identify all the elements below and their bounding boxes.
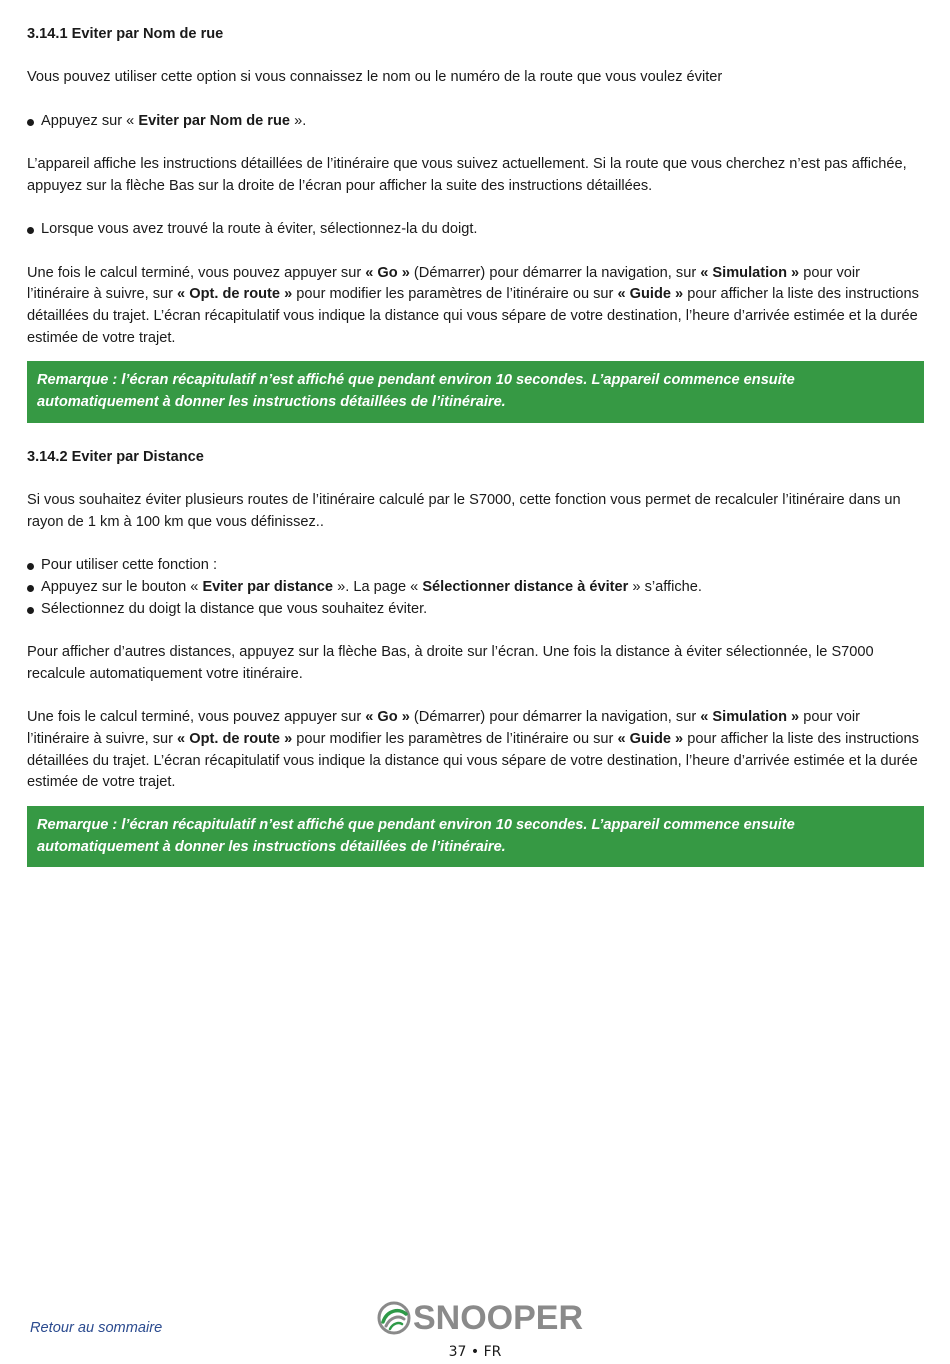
bullet-item: Pour utiliser cette fonction : [27, 555, 924, 577]
section-heading-distance: 3.14.2 Eviter par Distance [27, 448, 204, 465]
bullet-item: Appuyez sur le bouton « Eviter par distance ». La page « Sélectionner distance à éviter » s’affiche. [27, 577, 924, 599]
remark-box: Remarque : l’écran récapitulatif n’est affiché que pendant environ 10 secondes. L’appareil commence ensuite automatiquement à donner les instructions détaillées de l’itinéraire. [27, 361, 924, 422]
bullet-item: Appuyez sur « Eviter par Nom de rue ». [27, 111, 924, 133]
bullet-item: Lorsque vous avez trouvé la route à éviter, sélectionnez-la du doigt. [27, 219, 924, 241]
body-paragraph: Pour afficher d’autres distances, appuyez sur la flèche Bas, à droite sur l’écran. Une fois la distance à éviter sélectionnée, le S7000 recalcule automatiquement votre itinéraire. [27, 644, 874, 682]
calc-paragraph: Une fois le calcul terminé, vous pouvez appuyer sur « Go » (Démarrer) pour démarrer la navigation, sur « Simulation » pour voir l’itinéraire à suivre, sur « Opt. de route » pour modifier les paramètres de l’itinéraire ou sur « Guide » pour afficher la liste des instructions détaillées du trajet. L’écran récapitulatif vous indique la distance qui vous sépare de votre destination, l’heure d’arrivée estimée et la durée estimée de votre trajet. [27, 709, 919, 791]
back-to-contents-link[interactable]: Retour au sommaire [30, 1320, 163, 1336]
body-paragraph: L’appareil affiche les instructions détaillées de l’itinéraire que vous suivez actuellement. Si la route que vous cherchez n’est pas affichée, appuyez sur la flèche Bas sur la droite de l’écran pour afficher la suite des instructions détaillées. [27, 156, 907, 194]
intro-paragraph: Si vous souhaitez éviter plusieurs routes de l’itinéraire calculé par le S7000, cette fonction vous permet de recalculer l’itinéraire dans un rayon de 1 km à 100 km que vous définissez.. [27, 492, 901, 530]
calc-paragraph: Une fois le calcul terminé, vous pouvez appuyer sur « Go » (Démarrer) pour démarrer la navigation, sur « Simulation » pour voir l’itinéraire à suivre, sur « Opt. de route » pour modifier les paramètres de l’itinéraire ou sur « Guide » pour afficher la liste des instructions détaillées du trajet. L’écran récapitulatif vous indique la distance qui vous sépare de votre destination, l’heure d’arrivée estimée et la durée estimée de votre trajet. [27, 264, 919, 346]
page-number: 37 • FR [448, 1344, 502, 1360]
remark-box: Remarque : l’écran récapitulatif n’est affiché que pendant environ 10 secondes. L’appareil commence ensuite automatiquement à donner les instructions détaillées de l’itinéraire. [27, 806, 924, 867]
snooper-logo [377, 1298, 584, 1338]
logo-wordmark: SNOOPER [413, 1299, 584, 1337]
snooper-swirl-icon [377, 1300, 411, 1336]
section-heading-street: 3.14.1 Eviter par Nom de rue [27, 26, 224, 42]
page-content [27, 24, 924, 867]
intro-paragraph: Vous pouvez utiliser cette option si vous connaissez le nom ou le numéro de la route que vous voulez éviter [27, 69, 723, 86]
bullet-item: Sélectionnez du doigt la distance que vous souhaitez éviter. [27, 599, 924, 621]
